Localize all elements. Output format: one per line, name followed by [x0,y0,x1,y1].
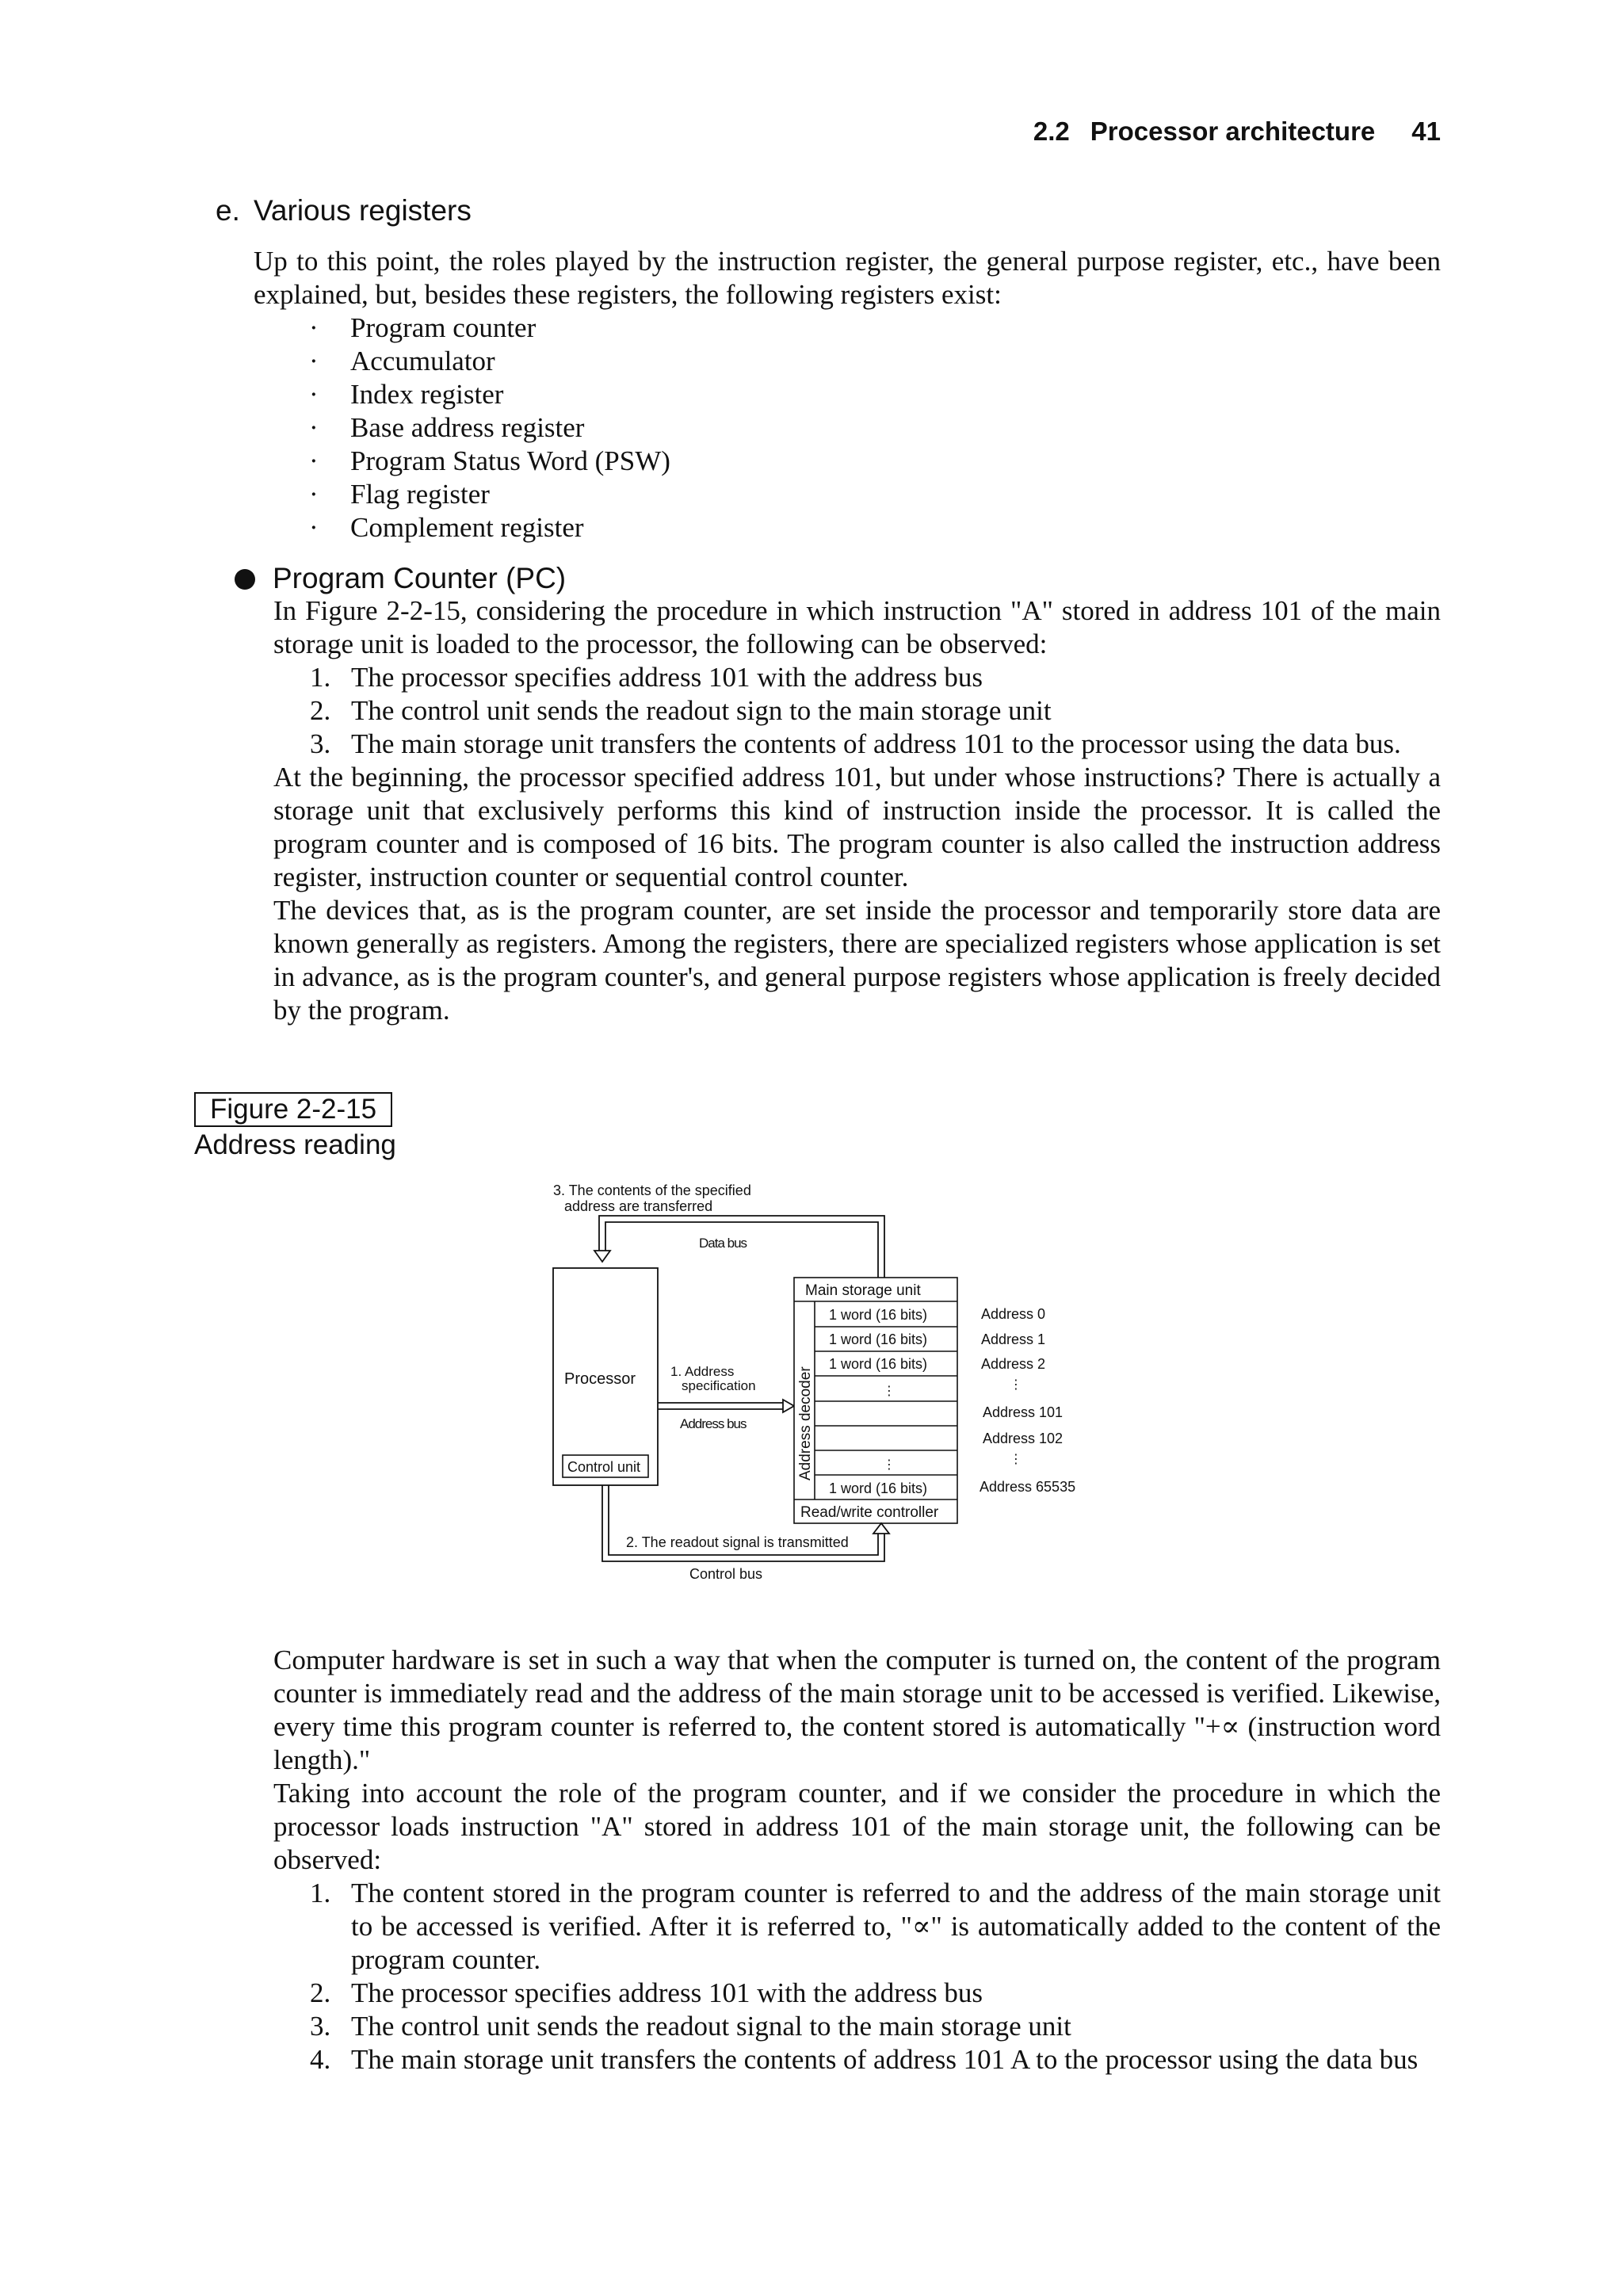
page-number: 41 [1411,117,1441,146]
step2-label: 2. The readout signal is transmitted [626,1534,849,1550]
step3-label-line1: 3. The contents of the specified [553,1182,751,1198]
list-item: 2. The processor specifies address 101 with the address bus [310,1977,983,2008]
section-heading [216,193,472,228]
address-reading-diagram [547,1181,1102,1597]
address-ellipsis: ⋮ [1010,1378,1022,1392]
address-decoder-label: Address decoder [797,1366,814,1480]
after-figure-body [273,1644,1441,2076]
program-counter-body [273,594,1441,1027]
figure-label: Figure 2-2-15 [194,1092,392,1127]
cell-ellipsis: ⋮ [883,1458,896,1472]
processor-label: Processor [564,1370,636,1388]
address-label: Address 0 [981,1306,1046,1322]
list-item: · Index register [309,379,504,410]
list-item: · Base address register [309,412,585,443]
word-cell-2: 1 word (16 bits) [829,1356,928,1372]
bullet-dot: · [309,412,319,443]
paragraph: Computer hardware is set in such a way that when the computer is turned on, the content of the program counter is immediately read and the address of the main storage unit to be accessed is verified. Likewise, every time this program counter is referred to, the content stored is automatically "+∝ (instruction word length)." [273,1645,1441,1775]
list-item: 3. The main storage unit transfers the contents of address 101 to the processor using the data bus. [310,728,1401,759]
step1-label-line2: specification [682,1378,756,1393]
word-cell-1: 1 word (16 bits) [829,1331,928,1347]
steps-list [273,661,1441,761]
list-item: · Accumulator [309,346,495,376]
diagram-svg [547,1181,1102,1593]
list-item: 2. The control unit sends the readout sign to the main storage unit [310,695,1052,726]
list-item: · Complement register [309,512,584,543]
list-item: 1. The content stored in the program counter is referred to and the address of the main storage unit to be accessed is verified. After it is referred to, "∝" is automatically added to the content of the program counter. [310,1878,1441,1975]
section-heading-text: Various registers [254,194,472,227]
list-item: · Program counter [309,312,537,343]
data-bus-label: Data bus [699,1236,747,1251]
bullet-dot: · [309,312,319,343]
intro-paragraph: Up to this point, the roles played by the instruction register, the general purpose register, etc., have been explained, but, besides these registers, the following registers exist: [254,246,1441,310]
section-number: 2.2 [1033,117,1070,146]
figure-caption [194,1092,396,1162]
paragraph: At the beginning, the processor specified address 101, but under whose instructions? There is actually a storage unit that exclusively performs this kind of instruction inside the processor. It is called the program counter and is composed of 16 bits. The program counter is also called the instruction address register, instruction counter or sequential control counter. [273,762,1441,892]
bullet-icon [235,569,255,590]
control-unit-label: Control unit [567,1459,641,1475]
list-item: 3. The control unit sends the readout signal to the main storage unit [310,2011,1071,2042]
address-label: Address 101 [983,1404,1064,1420]
section-letter: e. [216,194,240,227]
bullet-dot: · [309,346,319,376]
main-storage-label: Main storage unit [805,1282,921,1299]
register-list [309,311,670,544]
list-item: 4. The main storage unit transfers the contents of address 101 A to the processor using the data bus [310,2044,1419,2075]
word-cell-last: 1 word (16 bits) [829,1480,928,1496]
paragraph: In Figure 2-2-15, considering the procedure in which instruction "A" stored in address 101 of the main storage unit is loaded to the processor, the following can be observed: [273,595,1441,659]
subsection-heading-text: Program Counter (PC) [273,562,567,594]
figure-title: Address reading [194,1129,396,1160]
rw-controller-label: Read/write controller [800,1504,939,1521]
bullet-dot: · [309,445,319,476]
address-label: Address 102 [983,1431,1064,1446]
running-header [792,116,1441,147]
steps-list [273,1877,1441,2076]
cell-ellipsis: ⋮ [883,1385,896,1398]
bullet-dot: · [309,479,319,510]
control-bus-label: Control bus [689,1566,763,1582]
bullet-dot: · [309,512,319,543]
bullet-dot: · [309,379,319,410]
paragraph: Taking into account the role of the program counter, and if we consider the procedure in which the processor loads instruction "A" stored in address 101 of the main storage unit, the following can be observed: [273,1778,1441,1875]
word-cell-0: 1 word (16 bits) [829,1307,928,1323]
paragraph: The devices that, as is the program counter, are set inside the processor and temporarily store data are known generally as registers. Among the registers, there are specialized registers whose application is set in advance, as is the program counter's, and general purpose registers whose application is freely decided by the program. [273,895,1441,1026]
address-label: Address 65535 [980,1479,1076,1495]
address-bus-label: Address bus [680,1416,747,1431]
list-item: · Program Status Word (PSW) [309,445,670,476]
address-ellipsis: ⋮ [1010,1453,1022,1466]
list-item: · Flag register [309,479,490,510]
step1-label-line1: 1. Address [670,1364,735,1379]
step3-label-line2: address are transferred [564,1198,713,1214]
list-item: 1. The processor specifies address 101 with the address bus [310,662,983,693]
address-label: Address 2 [981,1356,1046,1372]
section-title: Processor architecture [1090,117,1376,146]
address-label: Address 1 [981,1331,1046,1347]
address-bus-arrow [658,1400,794,1412]
